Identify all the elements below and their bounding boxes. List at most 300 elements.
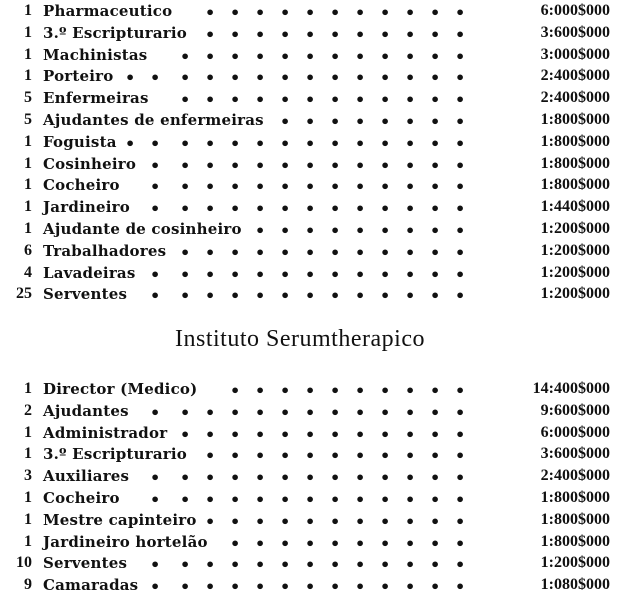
leader-dot: •	[405, 402, 416, 422]
leader-dot: •	[305, 155, 316, 175]
leader-dot: •	[180, 68, 191, 88]
list-item	[0, 262, 625, 284]
leader-dot: •	[355, 24, 366, 44]
leader-dot: •	[280, 90, 291, 110]
leader-dot: •	[255, 555, 266, 575]
section-heading: Instituto Serumtherapico	[175, 326, 425, 352]
leader-dot: •	[280, 446, 291, 466]
leader-dot: •	[330, 112, 341, 131]
leader-dot: •	[180, 242, 191, 262]
leader-dot: •	[355, 155, 366, 175]
leader-dot: •	[430, 468, 441, 488]
leader-dot: •	[405, 381, 416, 400]
leader-dot: •	[180, 155, 191, 175]
leader-dot: •	[280, 511, 291, 531]
leader-dot: •	[455, 242, 466, 262]
item-amount: 1:080$000	[540, 576, 610, 594]
dot-leader	[0, 465, 625, 487]
item-amount: 6:000$000	[540, 423, 610, 441]
leader-dot: •	[280, 381, 291, 400]
item-quantity: 3	[24, 467, 32, 485]
item-quantity: 25	[16, 285, 32, 303]
item-label: Machinistas	[43, 45, 148, 64]
leader-dot: •	[380, 3, 391, 22]
leader-dot: •	[430, 402, 441, 422]
item-amount: 1:200$000	[540, 220, 610, 237]
leader-dot: •	[280, 133, 291, 153]
leader-dot: •	[405, 133, 416, 153]
leader-dot: •	[230, 424, 241, 444]
item-label: Mestre capinteiro	[43, 510, 197, 529]
leader-dot: •	[380, 446, 391, 466]
leader-dot: •	[380, 221, 391, 240]
list-item	[0, 44, 625, 66]
leader-dot: •	[355, 221, 366, 240]
leader-dot: •	[430, 511, 441, 531]
leader-dot: •	[180, 468, 191, 488]
leader-dot: •	[330, 155, 341, 175]
leader-dot: •	[305, 24, 316, 44]
list-item	[0, 218, 625, 240]
leader-dot: •	[405, 446, 416, 466]
leader-dot: •	[430, 90, 441, 110]
item-amount: 1:800$000	[540, 132, 610, 150]
item-amount: 1:800$000	[540, 532, 610, 550]
leader-dot: •	[230, 177, 241, 197]
leader-dot: •	[280, 424, 291, 444]
leader-dot: •	[205, 468, 216, 488]
item-amount: 1:200$000	[540, 554, 610, 572]
leader-dot: •	[355, 511, 366, 531]
dot-leader	[0, 22, 625, 44]
dot-leader	[0, 196, 625, 218]
dot-leader	[0, 574, 625, 596]
dot-leader	[0, 218, 625, 240]
dot-leader	[0, 262, 625, 284]
leader-dot: •	[380, 490, 391, 509]
leader-dot: •	[255, 133, 266, 153]
leader-dot: •	[305, 468, 316, 488]
dot-leader	[0, 400, 625, 422]
item-label: Cosinheiro	[43, 154, 137, 173]
list-item	[0, 174, 625, 196]
leader-dot: •	[430, 490, 441, 509]
leader-dot: •	[430, 46, 441, 66]
leader-dot: •	[305, 446, 316, 466]
list-item	[0, 574, 625, 596]
leader-dot: •	[330, 511, 341, 531]
list-item	[0, 552, 625, 574]
item-quantity: 1	[24, 23, 32, 41]
leader-dot: •	[455, 46, 466, 66]
item-quantity: 1	[24, 510, 32, 528]
leader-dot: •	[150, 177, 161, 197]
leader-dot: •	[150, 577, 161, 597]
item-quantity: 6	[24, 241, 32, 259]
leader-dot: •	[355, 199, 366, 219]
item-label: Serventes	[43, 285, 128, 304]
item-label: Director (Medico)	[43, 380, 198, 398]
leader-dot: •	[230, 155, 241, 175]
leader-dot: •	[455, 286, 466, 306]
leader-dot: •	[355, 264, 366, 284]
leader-dot: •	[150, 286, 161, 306]
list-item	[0, 378, 625, 400]
leader-dot: •	[280, 402, 291, 422]
leader-dot: •	[230, 68, 241, 88]
item-quantity: 1	[24, 532, 32, 550]
leader-dot: •	[230, 446, 241, 466]
leader-dot: •	[355, 424, 366, 444]
leader-dot: •	[280, 468, 291, 488]
leader-dot: •	[150, 402, 161, 422]
leader-dot: •	[205, 286, 216, 306]
leader-dot: •	[455, 446, 466, 466]
leader-dot: •	[255, 511, 266, 531]
leader-dot: •	[355, 402, 366, 422]
item-quantity: 4	[24, 263, 32, 281]
leader-dot: •	[255, 381, 266, 400]
leader-dot: •	[255, 46, 266, 66]
list-item	[0, 465, 625, 487]
leader-dot: •	[330, 177, 341, 197]
item-label: Ajudante de cosinheiro	[43, 220, 242, 238]
leader-dot: •	[430, 24, 441, 44]
list-item	[0, 0, 625, 22]
leader-dot: •	[230, 468, 241, 488]
leader-dot: •	[405, 424, 416, 444]
leader-dot: •	[455, 221, 466, 240]
dot-leader	[0, 509, 625, 531]
list-item	[0, 131, 625, 153]
leader-dot: •	[180, 286, 191, 306]
list-item	[0, 422, 625, 444]
list-item	[0, 87, 625, 109]
dot-leader	[0, 131, 625, 153]
leader-dot: •	[380, 46, 391, 66]
item-quantity: 1	[24, 45, 32, 63]
leader-dot: •	[405, 112, 416, 131]
leader-dot: •	[230, 577, 241, 597]
leader-dot: •	[305, 90, 316, 110]
leader-dot: •	[330, 199, 341, 219]
leader-dot: •	[355, 533, 366, 553]
dot-leader	[0, 65, 625, 87]
leader-dot: •	[330, 446, 341, 466]
item-amount: 6:000$000	[540, 2, 610, 19]
leader-dot: •	[355, 381, 366, 400]
leader-dot: •	[180, 490, 191, 509]
item-amount: 3:600$000	[540, 445, 610, 463]
leader-dot: •	[455, 381, 466, 400]
leader-dot: •	[305, 112, 316, 131]
leader-dot: •	[205, 242, 216, 262]
leader-dot: •	[455, 133, 466, 153]
leader-dot: •	[380, 112, 391, 131]
leader-dot: •	[255, 3, 266, 22]
leader-dot: •	[180, 177, 191, 197]
leader-dot: •	[125, 68, 136, 88]
leader-dot: •	[305, 555, 316, 575]
item-label: Trabalhadores	[43, 241, 167, 260]
item-label: Ajudantes	[43, 401, 129, 420]
leader-dot: •	[405, 90, 416, 110]
list-item	[0, 443, 625, 465]
leader-dot: •	[380, 133, 391, 153]
item-quantity: 1	[24, 380, 32, 397]
leader-dot: •	[255, 424, 266, 444]
leader-dot: •	[455, 424, 466, 444]
leader-dot: •	[230, 555, 241, 575]
leader-dot: •	[405, 46, 416, 66]
item-amount: 1:200$000	[540, 285, 610, 303]
leader-dot: •	[355, 3, 366, 22]
leader-dot: •	[150, 490, 161, 509]
leader-dot: •	[205, 424, 216, 444]
leader-dot: •	[305, 199, 316, 219]
item-label: 3.º Escripturario	[43, 23, 187, 42]
leader-dot: •	[150, 133, 161, 153]
item-quantity: 9	[24, 576, 32, 594]
leader-dot: •	[405, 177, 416, 197]
leader-dot: •	[455, 577, 466, 597]
dot-leader	[0, 153, 625, 175]
leader-dot: •	[255, 402, 266, 422]
leader-dot: •	[455, 3, 466, 22]
leader-dot: •	[280, 242, 291, 262]
item-amount: 1:800$000	[540, 489, 610, 506]
leader-dot: •	[380, 468, 391, 488]
item-amount: 1:800$000	[540, 154, 610, 172]
item-quantity: 1	[24, 132, 32, 150]
item-label: Porteiro	[43, 67, 114, 86]
leader-dot: •	[305, 264, 316, 284]
leader-dot: •	[180, 555, 191, 575]
leader-dot: •	[255, 446, 266, 466]
leader-dot: •	[455, 68, 466, 88]
leader-dot: •	[205, 24, 216, 44]
leader-dot: •	[355, 446, 366, 466]
leader-dot: •	[280, 577, 291, 597]
leader-dot: •	[180, 46, 191, 66]
leader-dot: •	[455, 468, 466, 488]
leader-dot: •	[405, 155, 416, 175]
leader-dot: •	[405, 24, 416, 44]
leader-dot: •	[380, 511, 391, 531]
item-amount: 3:000$000	[540, 45, 610, 63]
leader-dot: •	[205, 155, 216, 175]
list-item	[0, 509, 625, 531]
leader-dot: •	[230, 286, 241, 306]
leader-dot: •	[380, 242, 391, 262]
item-quantity: 1	[24, 489, 32, 506]
leader-dot: •	[405, 490, 416, 509]
leader-dot: •	[430, 424, 441, 444]
leader-dot: •	[305, 177, 316, 197]
list-item	[0, 153, 625, 175]
leader-dot: •	[455, 24, 466, 44]
leader-dot: •	[455, 199, 466, 219]
leader-dot: •	[455, 177, 466, 197]
leader-dot: •	[280, 46, 291, 66]
leader-dot: •	[230, 242, 241, 262]
leader-dot: •	[255, 286, 266, 306]
item-label: Jardineiro	[43, 198, 130, 217]
leader-dot: •	[280, 155, 291, 175]
leader-dot: •	[255, 199, 266, 219]
leader-dot: •	[455, 112, 466, 131]
item-amount: 1:200$000	[540, 241, 610, 259]
leader-dot: •	[330, 490, 341, 509]
item-amount: 1:800$000	[540, 176, 610, 194]
item-amount: 1:200$000	[540, 263, 610, 281]
leader-dot: •	[430, 199, 441, 219]
leader-dot: •	[355, 286, 366, 306]
item-amount: 1:800$000	[540, 111, 610, 128]
leader-dot: •	[150, 68, 161, 88]
item-amount: 14:400$000	[532, 380, 610, 397]
leader-dot: •	[355, 555, 366, 575]
leader-dot: •	[430, 555, 441, 575]
leader-dot: •	[430, 221, 441, 240]
leader-dot: •	[230, 264, 241, 284]
leader-dot: •	[255, 490, 266, 509]
leader-dot: •	[380, 68, 391, 88]
item-label: Lavadeiras	[43, 263, 136, 282]
leader-dot: •	[330, 533, 341, 553]
leader-dot: •	[455, 511, 466, 531]
leader-dot: •	[230, 533, 241, 553]
leader-dot: •	[255, 24, 266, 44]
leader-dot: •	[205, 46, 216, 66]
item-label: Auxiliares	[43, 467, 130, 486]
leader-dot: •	[430, 264, 441, 284]
leader-dot: •	[205, 446, 216, 466]
item-amount: 3:600$000	[540, 23, 610, 41]
leader-dot: •	[280, 264, 291, 284]
leader-dot: •	[330, 221, 341, 240]
leader-dot: •	[430, 446, 441, 466]
leader-dot: •	[205, 177, 216, 197]
leader-dot: •	[180, 402, 191, 422]
leader-dot: •	[280, 68, 291, 88]
leader-dot: •	[255, 155, 266, 175]
leader-dot: •	[305, 577, 316, 597]
leader-dot: •	[380, 424, 391, 444]
leader-dot: •	[305, 381, 316, 400]
item-label: 3.º Escripturario	[43, 445, 187, 464]
leader-dot: •	[230, 90, 241, 110]
leader-dot: •	[280, 199, 291, 219]
leader-dot: •	[305, 68, 316, 88]
leader-dot: •	[430, 381, 441, 400]
leader-dot: •	[280, 24, 291, 44]
leader-dot: •	[380, 155, 391, 175]
leader-dot: •	[430, 155, 441, 175]
item-label: Cocheiro	[43, 176, 120, 195]
leader-dot: •	[280, 286, 291, 306]
leader-dot: •	[430, 3, 441, 22]
leader-dot: •	[430, 242, 441, 262]
leader-dot: •	[255, 264, 266, 284]
item-amount: 2:400$000	[540, 89, 610, 107]
leader-dot: •	[330, 264, 341, 284]
item-amount: 9:600$000	[540, 401, 610, 419]
leader-dot: •	[180, 133, 191, 153]
item-quantity: 10	[16, 554, 32, 572]
leader-dot: •	[405, 3, 416, 22]
leader-dot: •	[355, 177, 366, 197]
leader-dot: •	[405, 468, 416, 488]
dot-leader	[0, 240, 625, 262]
leader-dot: •	[280, 177, 291, 197]
leader-dot: •	[305, 402, 316, 422]
dot-leader	[0, 283, 625, 305]
leader-dot: •	[330, 24, 341, 44]
item-quantity: 5	[24, 89, 32, 107]
leader-dot: •	[380, 402, 391, 422]
leader-dot: •	[330, 402, 341, 422]
leader-dot: •	[230, 3, 241, 22]
dot-leader	[0, 0, 625, 22]
leader-dot: •	[455, 533, 466, 553]
leader-dot: •	[330, 133, 341, 153]
item-quantity: 2	[24, 401, 32, 419]
leader-dot: •	[430, 112, 441, 131]
list-item	[0, 283, 625, 305]
item-label: Foguista	[43, 132, 117, 151]
leader-dot: •	[205, 555, 216, 575]
leader-dot: •	[255, 177, 266, 197]
leader-dot: •	[230, 133, 241, 153]
leader-dot: •	[455, 155, 466, 175]
leader-dot: •	[405, 577, 416, 597]
leader-dot: •	[305, 133, 316, 153]
dot-leader	[0, 552, 625, 574]
leader-dot: •	[355, 133, 366, 153]
leader-dot: •	[455, 490, 466, 509]
leader-dot: •	[380, 577, 391, 597]
leader-dot: •	[405, 242, 416, 262]
leader-dot: •	[230, 46, 241, 66]
item-label: Pharmaceutico	[43, 2, 173, 20]
leader-dot: •	[205, 511, 216, 531]
leader-dot: •	[330, 468, 341, 488]
leader-dot: •	[280, 112, 291, 131]
leader-dot: •	[330, 286, 341, 306]
item-quantity: 1	[24, 423, 32, 441]
dot-leader	[0, 109, 625, 131]
leader-dot: •	[330, 90, 341, 110]
list-item	[0, 531, 625, 553]
leader-dot: •	[355, 242, 366, 262]
dot-leader	[0, 87, 625, 109]
leader-dot: •	[455, 555, 466, 575]
leader-dot: •	[405, 511, 416, 531]
leader-dot: •	[255, 242, 266, 262]
leader-dot: •	[305, 46, 316, 66]
leader-dot: •	[230, 511, 241, 531]
item-quantity: 1	[24, 2, 32, 19]
item-label: Jardineiro hortelão	[43, 532, 208, 551]
leader-dot: •	[125, 133, 136, 153]
leader-dot: •	[455, 90, 466, 110]
leader-dot: •	[380, 533, 391, 553]
leader-dot: •	[305, 242, 316, 262]
leader-dot: •	[280, 533, 291, 553]
leader-dot: •	[205, 68, 216, 88]
item-label: Camaradas	[43, 576, 139, 595]
